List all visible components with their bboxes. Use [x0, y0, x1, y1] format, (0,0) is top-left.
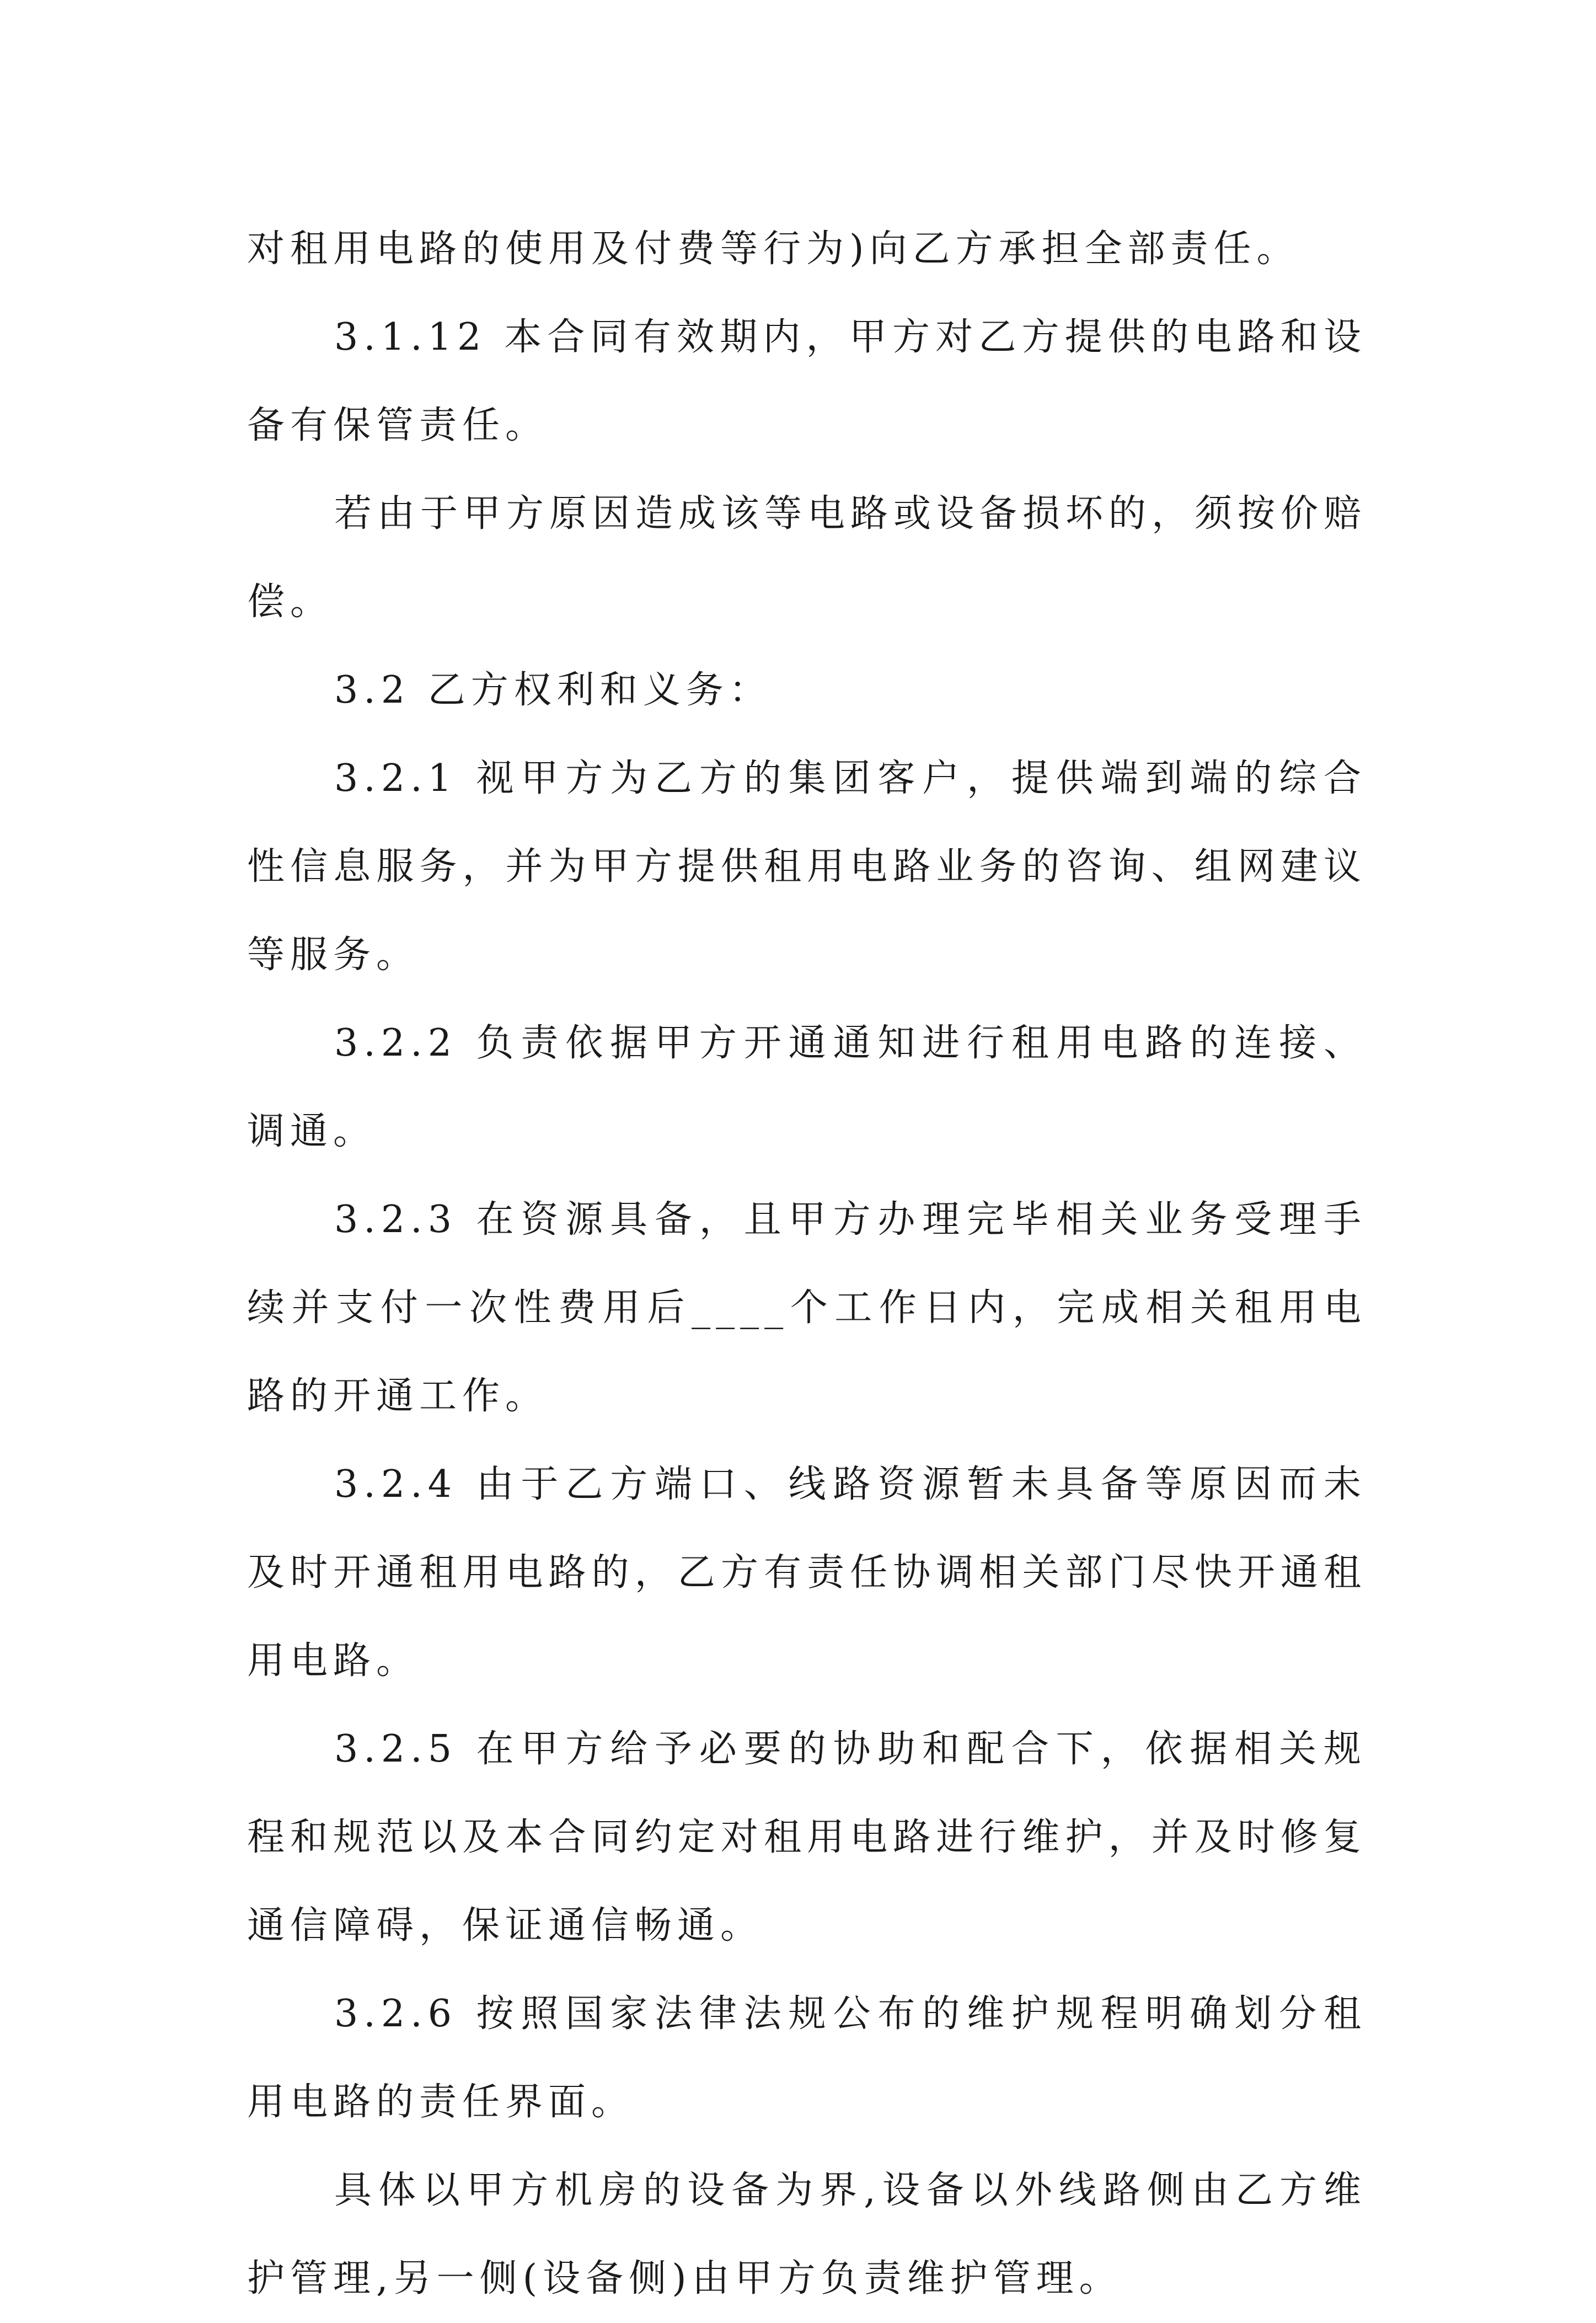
paragraph-3-1-12: 3.1.12 本合同有效期内，甲方对乙方提供的电路和设备有保管责任。: [247, 315, 1367, 447]
paragraph-3-2-6: 3.2.6 按照国家法律法规公布的维护规程明确划分租用电路的责任界面。: [247, 1992, 1367, 2124]
paragraph-damage-compensation: 若由于甲方原因造成该等电路或设备损坏的，须按价赔偿。: [247, 492, 1367, 624]
paragraph-maintenance-boundary: 具体以甲方机房的设备为界,设备以外线路侧由乙方维护管理,另一侧(设备侧)由甲方负责维护管理。: [247, 2169, 1367, 2300]
section-heading-3-2: 3.2 乙方权利和义务：: [334, 668, 772, 712]
document-body: [247, 205, 1367, 2323]
paragraph-3-2-4: 3.2.4 由于乙方端口、线路资源暂未具备等原因而未及时开通租用电路的，乙方有责任协调相关部门尽快开通租用电路。: [247, 1463, 1367, 1683]
paragraph-3-2-3: 3.2.3 在资源具备，且甲方办理完毕相关业务受理手续并支付一次性费用后____个工作日内，完成相关租用电路的开通工作。: [247, 1198, 1367, 1418]
paragraph-1: 对租用电路的使用及付费等行为)向乙方承担全部责任。: [247, 227, 1300, 271]
paragraph-3-2-5: 3.2.5 在甲方给予必要的协助和配合下，依据相关规程和规范以及本合同约定对租用电路进行维护，并及时修复通信障碍，保证通信畅通。: [247, 1727, 1367, 1947]
paragraph-3-2-2: 3.2.2 负责依据甲方开通通知进行租用电路的连接、调通。: [247, 1021, 1367, 1153]
paragraph-3-2-1: 3.2.1 视甲方为乙方的集团客户，提供端到端的综合性信息服务，并为甲方提供租用电路业务的咨询、组网建议等服务。: [247, 757, 1367, 977]
